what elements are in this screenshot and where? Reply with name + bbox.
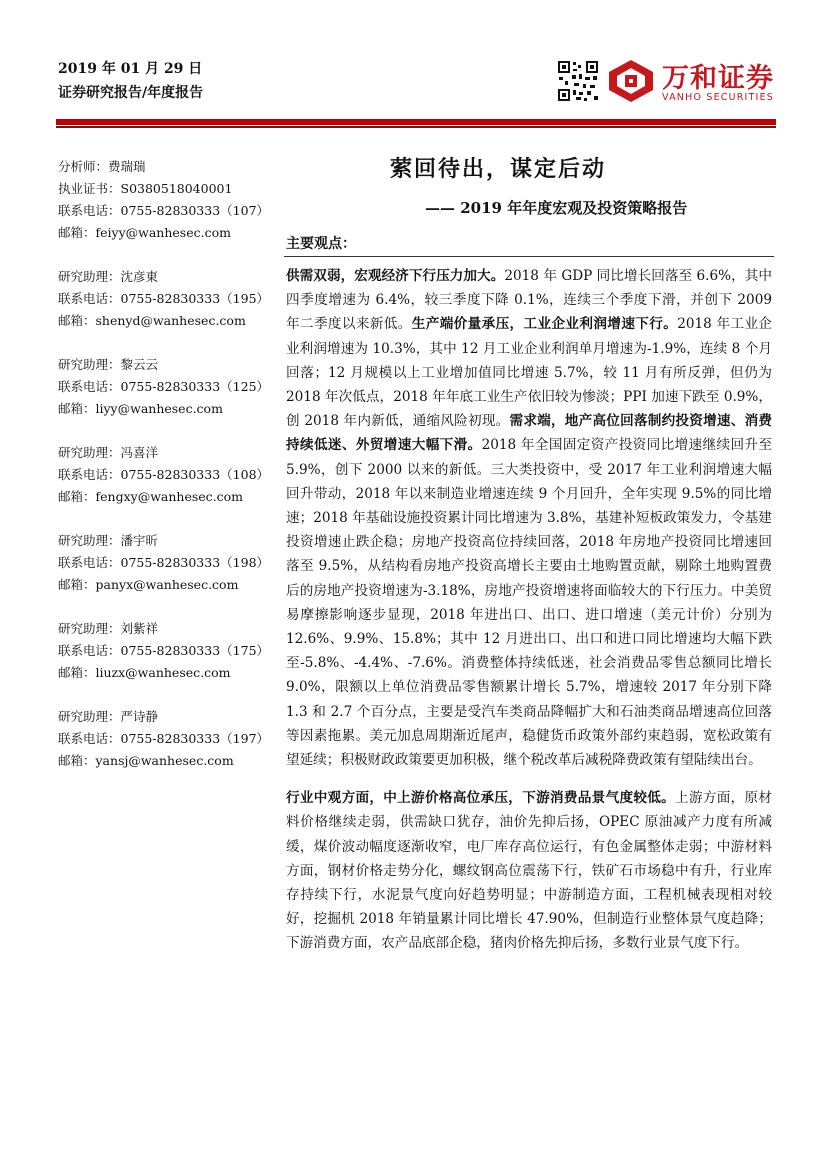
body-text: 2018 年 GDP 同比增长回落至 6.6%，其中四季度增速为 6.4%，较三季度下降 0.1%，连续三个季度下滑，并创下 2009 年二季度以来新低。 — [286, 268, 773, 333]
contact-line: 研究助理：冯喜洋 — [58, 445, 159, 460]
assistant-contact — [58, 706, 268, 772]
vanho-logo-icon — [606, 58, 656, 104]
analyst-sidebar — [58, 156, 268, 794]
report-date: 2019 年 01 月 29 日 — [58, 61, 203, 77]
body-text: 2018 年工业企业利润增速为 10.3%，其中 12 月工业企业利润单月增速为-1.9%，连续 8 个月回落；12 月规模以上工业增加值同比增速 5.7%，较 11 月有所反弹，但仍为 2018 年次低点，2018 年年底工业生产依旧较为惨淡；PPI 加速下跌至 0.9%，创 2018 年内新低，通缩风险初现。 — [286, 316, 773, 430]
qr-code — [557, 60, 599, 102]
contact-line: 邮箱：yansj@wanhesec.com — [58, 753, 234, 768]
logo-chinese-name: 万和证券 — [662, 63, 774, 94]
logo-english-name: VANHO SECURITIES — [662, 92, 774, 103]
contact-line: 研究助理：潘宇昕 — [58, 533, 159, 548]
contact-line: 分析师：费瑞瑞 — [58, 159, 146, 174]
contact-line: 研究助理：沈彦東 — [58, 269, 159, 284]
contact-line: 研究助理：严诗静 — [58, 709, 159, 724]
header-divider — [56, 119, 776, 125]
contact-line: 联系电话：0755-82830333（108） — [58, 467, 270, 482]
paragraph-macro — [286, 264, 772, 772]
key-point: 行业中观方面，中上游价格高位承压，下游消费品景气度较低。 — [286, 790, 676, 807]
contact-line: 邮箱：feiyy@wanhesec.com — [58, 225, 231, 240]
section-divider — [284, 256, 774, 257]
header-divider-shadow — [56, 126, 776, 128]
report-type: 证券研究报告/年度报告 — [58, 85, 204, 101]
contact-line: 联系电话：0755-82830333（195） — [58, 291, 270, 306]
body-text: 上游方面，原材料价格继续走弱，供需缺口犹存，油价先抑后扬，OPEC 原油减产力度有所减缓，煤价波动幅度逐渐收窄，电厂库存高位运行，有色金属整体走弱；中游材料方面，钢材价格走势分化，螺纹钢高位震荡下行，铁矿石市场稳中有升，行业库存持续下行，水泥景气度向好趋势明显；中游制造方面，工程机械表现相对较好，挖掘机 2018 年销量累计同比增长 47.90%，但制造行业整体景气度趋降；下游消费方面，农产品底部企稳，猪肉价格先抑后扬，多数行业景气度下行。 — [286, 790, 773, 952]
analyst-contact — [58, 156, 268, 244]
contact-line: 研究助理：黎云云 — [58, 357, 159, 372]
report-body — [286, 264, 772, 970]
contact-line: 邮箱：liyy@wanhesec.com — [58, 401, 223, 416]
contact-line: 邮箱：panyx@wanhesec.com — [58, 577, 239, 592]
assistant-contact — [58, 354, 268, 420]
contact-line: 联系电话：0755-82830333（197） — [58, 731, 270, 746]
key-point: 需求端，地产高位回落制约投资增速、消费持续低迷、外贸增速大幅下滑。 — [286, 413, 772, 454]
key-point: 供需双弱，宏观经济下行压力加大。 — [286, 268, 505, 284]
contact-line: 执业证书：S0380518040001 — [58, 181, 233, 196]
contact-line: 邮箱：liuzx@wanhesec.com — [58, 665, 231, 680]
report-title: 萦回待出，谋定后动 — [390, 156, 607, 182]
contact-line: 联系电话：0755-82830333（107） — [58, 203, 270, 218]
assistant-contact — [58, 442, 268, 508]
contact-line: 邮箱：fengxy@wanhesec.com — [58, 489, 244, 504]
report-subtitle: —— 2019 年年度宏观及投资策略报告 — [425, 199, 688, 217]
paragraph-industry — [286, 786, 772, 955]
contact-line: 联系电话：0755-82830333（125） — [58, 379, 270, 394]
contact-line: 研究助理：刘紫祥 — [58, 621, 159, 636]
assistant-contact — [58, 266, 268, 332]
contact-line: 邮箱：shenyd@wanhesec.com — [58, 313, 246, 328]
main-points-heading: 主要观点： — [286, 236, 356, 252]
body-text: 2018 年全国固定资产投资同比增速继续回升至 5.9%，创下 2000 以来的新低。三大类投资中，受 2017 年工业利润增速大幅回升带动，2018 年以来制造业增速连续 9 个月回升，全年实现 9.5%的同比增速；2018 年基础设施投资累计同比增速为 3.8%，基建补短板政策发力，令基建投资增速止跌企稳；房地产投资高位持续回落，2018 年房地产投资同比增速回落至 9.5%，从结构看房地产投资高增长主要由土地购置贡献，剔除土地购置费后的房地产投资增速为-3.18%，房地产投资增速将面临较大的下行压力。中美贸易摩擦影响逐步显现，2018 年进出口、出口、进口增速（美元计价）分别为 12.6%、9.9%、15.8%；其中 12 月进出口、出口和进口同比增速均大幅下跌至-5.8%、-4.4%、-7.6%。消费整体持续低迷，社会消费品零售总额同比增长 9.0%，限额以上单位消费品零售额累计增长 5.7%，增速较 2017 年分别下降 1.3 和 2.7 个百分点，主要是受汽车类商品降幅扩大和石油类商品增速高位回落等因素拖累。美元加息周期渐近尾声，稳健货币政策外部约束趋弱，宽松政策有望延续；积极财政政策要更加积极，继个税改革后减税降费政策有望陆续出台。 — [286, 437, 773, 769]
assistant-contact — [58, 530, 268, 596]
assistant-contact — [58, 618, 268, 684]
key-point: 生产端价量承压，工业企业利润增速下行。 — [411, 316, 678, 333]
contact-line: 联系电话：0755-82830333（175） — [58, 643, 270, 658]
contact-line: 联系电话：0755-82830333（198） — [58, 555, 270, 570]
